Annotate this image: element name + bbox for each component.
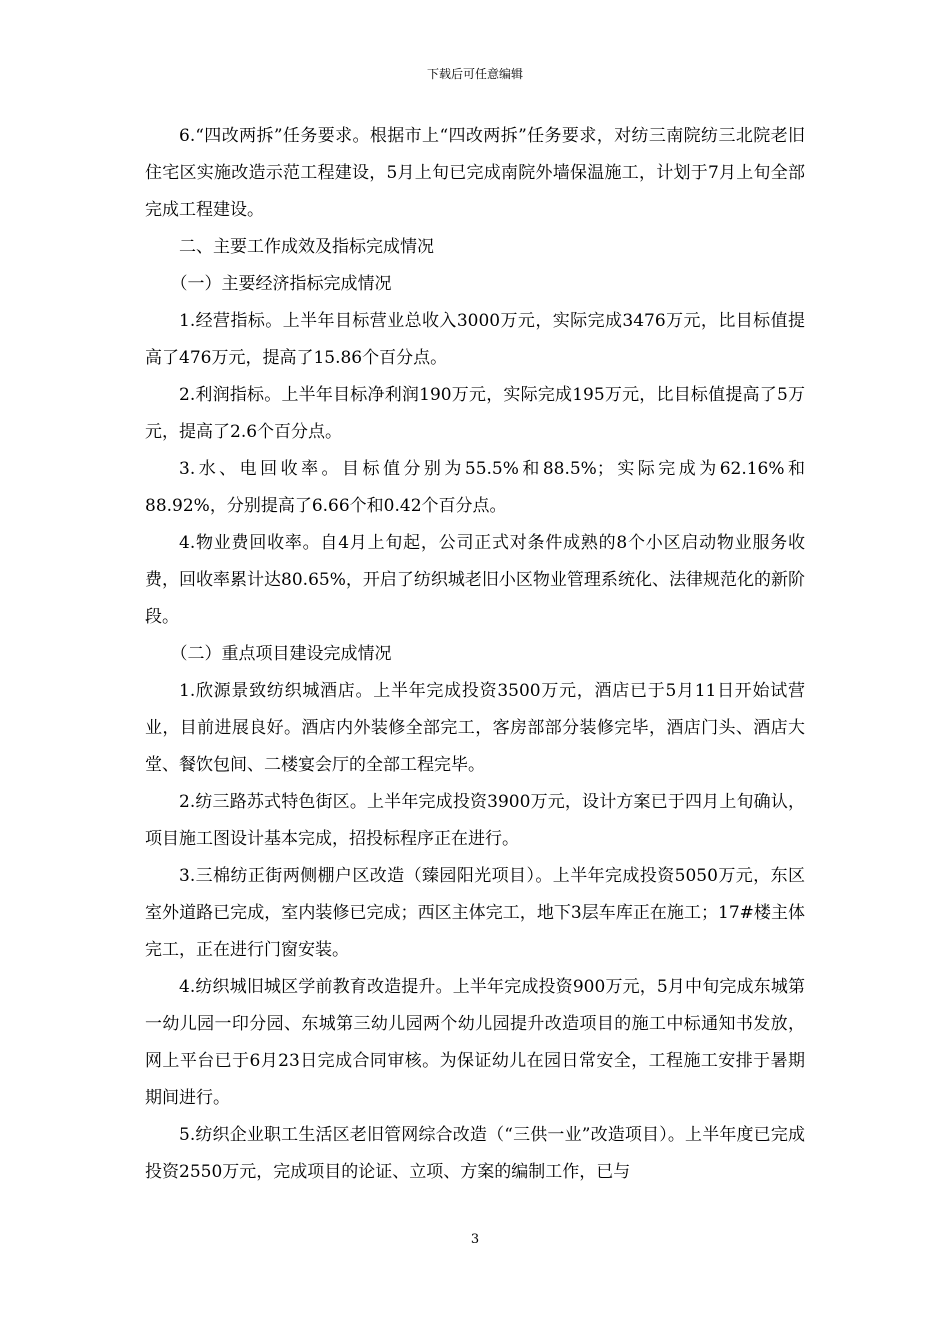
subsection-heading-economic-indicators: （一）主要经济指标完成情况 — [170, 274, 392, 294]
paragraph-four-reforms: 6.“四改两拆”任务要求。根据市上“四改两拆”任务要求，对纺三南院纺三北院老旧住宅区实施改造示范工程建设，5月上旬已完成南院外墙保温施工，计划于7月上旬全部完成工程建设。 — [145, 126, 805, 220]
paragraph-preschool-project: 4.纺织城旧城区学前教育改造提升。上半年完成投资900万元，5月中旬完成东城第一幼儿园一印分园、东城第三幼儿园两个幼儿园提升改造项目的施工中标通知书发放，网上平台已于6月23日完成合同审核。为保证幼儿在园日常安全，工程施工安排于暑期期间进行。 — [145, 977, 805, 1108]
paragraph-pipeline-project: 5.纺织企业职工生活区老旧管网综合改造（“三供一业”改造项目）。上半年度已完成投资2550万元，完成项目的论证、立项、方案的编制工作，已与 — [145, 1125, 805, 1182]
paragraph-shantytown-project: 3.三棉纺正街两侧棚户区改造（臻园阳光项目）。上半年完成投资5050万元，东区室外道路已完成，室内装修已完成；西区主体完工，地下3层车库正在施工；17#楼主体完工，正在进行门窗安装。 — [145, 866, 805, 960]
subsection-heading-key-projects: （二）重点项目建设完成情况 — [170, 644, 392, 664]
document-body — [145, 118, 805, 1191]
page-header: 下载后可任意编辑 — [426, 67, 523, 81]
paragraph-operating-indicator: 1.经营指标。上半年目标营业总收入3000万元，实际完成3476万元，比目标值提高了476万元，提高了15.86个百分点。 — [145, 311, 805, 368]
paragraph-hotel-project: 1.欣源景致纺织城酒店。上半年完成投资3500万元，酒店已于5月11日开始试营业，目前进展良好。酒店内外装修全部完工，客房部部分装修完毕，酒店门头、酒店大堂、餐饮包间、二楼宴会厅的全部工程完毕。 — [145, 681, 805, 775]
section-heading-main-results: 二、主要工作成效及指标完成情况 — [179, 237, 434, 257]
paragraph-profit-indicator: 2.利润指标。上半年目标净利润190万元，实际完成195万元，比目标值提高了5万元，提高了2.6个百分点。 — [145, 385, 805, 442]
page-number: 3 — [470, 1232, 480, 1247]
paragraph-property-fee-recovery: 4.物业费回收率。自4月上旬起，公司正式对条件成熟的8个小区启动物业服务收费，回收率累计达80.65%，开启了纺织城老旧小区物业管理系统化、法律规范化的新阶段。 — [145, 533, 805, 627]
paragraph-street-block-project: 2.纺三路苏式特色街区。上半年完成投资3900万元，设计方案已于四月上旬确认，项目施工图设计基本完成，招投标程序正在进行。 — [145, 792, 805, 849]
paragraph-water-electricity-recovery: 3.水、电回收率。目标值分别为55.5%和88.5%；实际完成为62.16%和88.92%，分别提高了6.66个和0.42个百分点。 — [145, 459, 805, 516]
